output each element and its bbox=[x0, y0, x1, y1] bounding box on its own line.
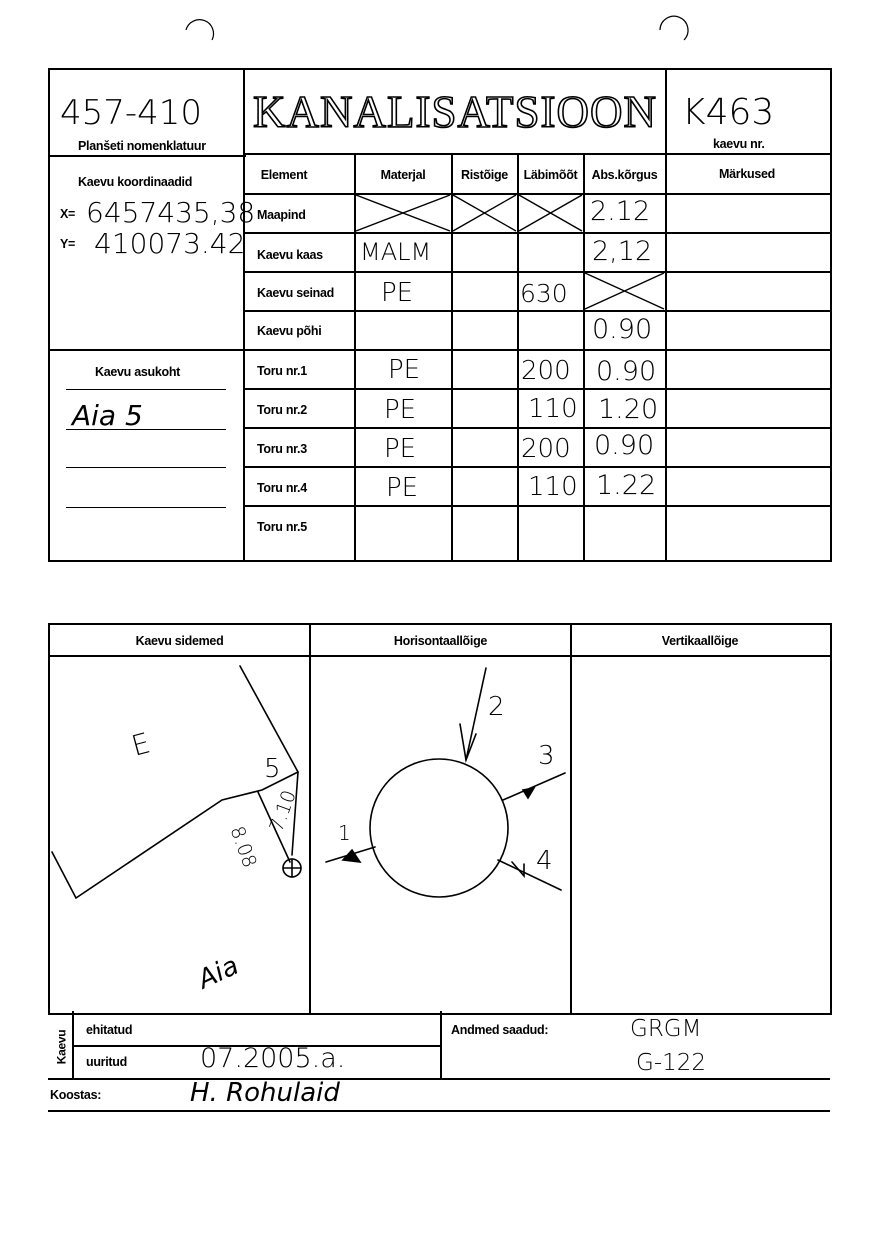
ties-header: Kaevu sidemed bbox=[135, 634, 224, 648]
cell-diameter: 630 bbox=[520, 279, 568, 308]
pipe-1-label: 1 bbox=[338, 821, 351, 845]
author-label: Koostas: bbox=[50, 1088, 102, 1102]
distance-2: 8.08 bbox=[225, 823, 261, 871]
page-title: KANALISATSIOON bbox=[253, 87, 657, 137]
col-header-material: Materjal bbox=[380, 168, 426, 182]
surveyed-label: uuritud bbox=[86, 1055, 127, 1069]
x-prefix: X= bbox=[60, 207, 76, 221]
cell-abs-height: 0.90 bbox=[592, 314, 653, 345]
col-header-cross: Ristõige bbox=[461, 168, 508, 182]
row-label: Kaevu kaas bbox=[257, 248, 323, 262]
building-label: E bbox=[128, 726, 154, 763]
cell-diameter: 200 bbox=[521, 356, 571, 386]
x-coordinate: 6457435,38 bbox=[86, 196, 256, 229]
col-header-diameter: Läbimõõt bbox=[523, 168, 578, 182]
location-label: Kaevu asukoht bbox=[95, 365, 181, 379]
cell-material: PE bbox=[384, 434, 417, 464]
col-header-element: Element bbox=[260, 168, 308, 182]
location-value: Aia 5 bbox=[72, 399, 143, 432]
data-source-label: Andmed saadud: bbox=[451, 1023, 549, 1037]
y-prefix: Y= bbox=[60, 237, 76, 251]
cell-abs-height: 2.12 bbox=[590, 196, 651, 227]
pipe-2-label: 2 bbox=[488, 692, 505, 722]
row-label: Toru nr.4 bbox=[257, 481, 307, 495]
data-source-value-2: G-122 bbox=[636, 1050, 707, 1076]
cell-abs-height: 0.90 bbox=[594, 430, 655, 461]
nomenclature-value: 457-410 bbox=[60, 93, 203, 133]
y-coordinate: 410073.42 bbox=[94, 227, 246, 260]
row-label: Toru nr.2 bbox=[257, 403, 307, 417]
cell-material: PE bbox=[386, 473, 419, 503]
nomenclature-label: Planšeti nomenklatuur bbox=[78, 139, 206, 153]
vertical-section-header: Vertikaallõige bbox=[661, 634, 739, 648]
street-label: Aia bbox=[193, 950, 244, 996]
cell-diameter: 110 bbox=[528, 472, 578, 502]
distance-1: 7.10 bbox=[265, 787, 301, 835]
well-number-value: K463 bbox=[682, 92, 775, 133]
cell-material: PE bbox=[388, 355, 421, 385]
pipe-3-label: 3 bbox=[538, 741, 555, 771]
cell-diameter: 110 bbox=[528, 394, 578, 424]
cell-material: PE bbox=[381, 278, 414, 308]
row-label: Toru nr.1 bbox=[257, 364, 307, 378]
cell-material: MALM bbox=[360, 238, 432, 266]
col-header-abs-height: Abs.kõrgus bbox=[591, 168, 658, 182]
col-header-notes: Märkused bbox=[719, 167, 775, 181]
cell-abs-height: 2,12 bbox=[592, 236, 653, 267]
author-value: H. Rohulaid bbox=[190, 1078, 340, 1108]
surveyed-value: 07.2005.a. bbox=[200, 1043, 346, 1074]
well-number-label: kaevu nr. bbox=[713, 137, 765, 151]
cell-diameter: 200 bbox=[521, 434, 571, 464]
corner-label: 5 bbox=[264, 754, 281, 784]
row-label: Toru nr.5 bbox=[257, 520, 307, 534]
cell-abs-height: 0.90 bbox=[596, 356, 657, 387]
data-source-value-1: GRGM bbox=[630, 1016, 702, 1042]
pipe-4-label: 4 bbox=[536, 846, 553, 876]
cell-material: PE bbox=[384, 395, 417, 425]
row-label: Kaevu seinad bbox=[257, 286, 334, 300]
horizontal-section-header: Horisontaallõige bbox=[393, 634, 488, 648]
cell-abs-height: 1.22 bbox=[596, 470, 657, 501]
cell-abs-height: 1.20 bbox=[598, 394, 659, 425]
row-label: Kaevu põhi bbox=[257, 324, 322, 338]
coordinates-label: Kaevu koordinaadid bbox=[78, 175, 193, 189]
row-label: Toru nr.3 bbox=[257, 442, 307, 456]
built-label: ehitatud bbox=[86, 1023, 133, 1037]
footer-side-label: Kaevu bbox=[54, 1029, 69, 1065]
row-label: Maapind bbox=[257, 208, 306, 222]
